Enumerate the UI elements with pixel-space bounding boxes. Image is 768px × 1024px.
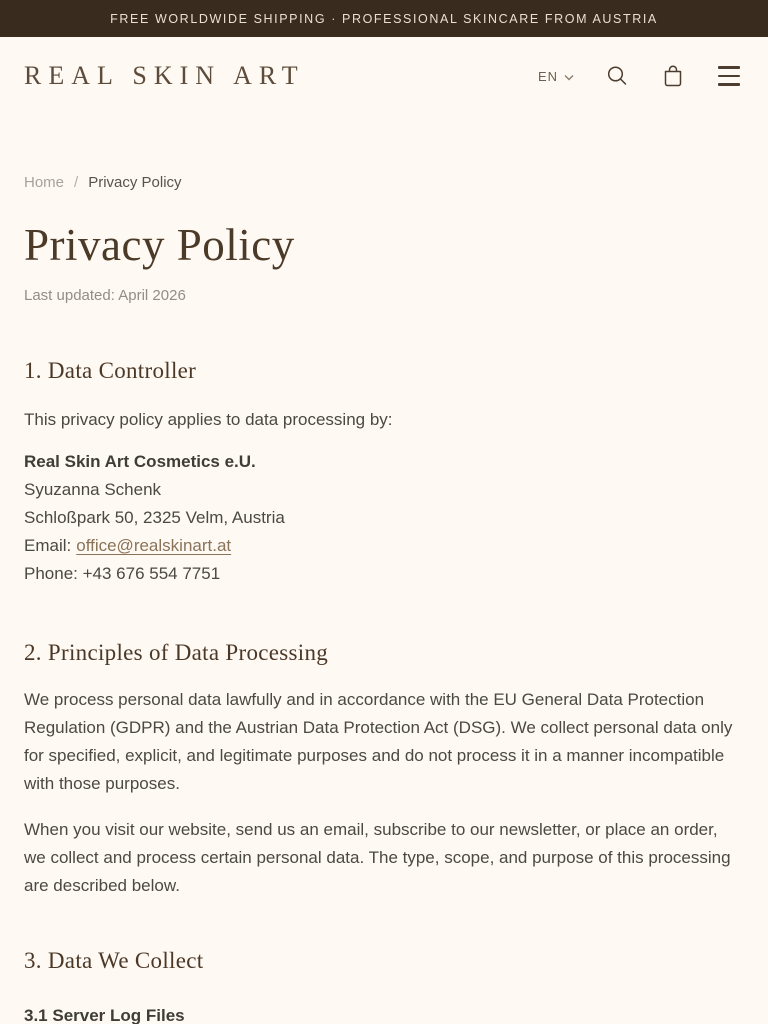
chevron-down-icon: [564, 69, 574, 84]
email-link[interactable]: office@realskinart.at: [76, 536, 232, 555]
section-heading: 1. Data Controller: [24, 358, 197, 383]
shopping-bag-icon: [662, 64, 684, 88]
last-updated: Last updated: April 2026: [24, 287, 186, 304]
breadcrumb-home-link[interactable]: Home: [24, 174, 65, 191]
section-heading: 2. Principles of Data Processing: [24, 640, 329, 665]
section-data-we-collect: [24, 946, 744, 1024]
cart-button[interactable]: [660, 63, 686, 89]
email-label: Email:: [24, 536, 72, 555]
page-title: Privacy Policy: [24, 220, 295, 270]
contact-address: Schloßpark 50, 2325 Velm, Austria: [24, 508, 285, 527]
hamburger-menu-icon: [718, 66, 740, 85]
search-icon: [606, 65, 628, 87]
header-actions: [538, 63, 742, 89]
section-intro: This privacy policy applies to data processing by:: [24, 410, 393, 429]
main-content: [0, 174, 768, 1024]
section-heading: 3. Data We Collect: [24, 948, 204, 973]
language-label: EN: [537, 68, 558, 84]
logo[interactable]: REAL SKIN ART: [24, 61, 305, 90]
announcement-text: FREE WORLDWIDE SHIPPING · PROFESSIONAL SKINCARE FROM AUSTRIA: [110, 11, 658, 26]
contact-person: Syuzanna Schenk: [24, 480, 162, 499]
breadcrumb-separator: /: [74, 174, 79, 191]
site-header: [0, 37, 768, 115]
search-button[interactable]: [604, 63, 630, 89]
subsection-heading: 3.1 Server Log Files: [24, 1006, 185, 1024]
contact-block: [24, 448, 744, 588]
menu-button[interactable]: [716, 63, 742, 89]
section-principles: [24, 638, 744, 900]
breadcrumb: [24, 174, 744, 191]
section-paragraph: When you visit our website, send us an email, subscribe to our newsletter, or place an order, we collect and process certain personal data. The type, scope, and purpose of this processing are described below.: [24, 820, 731, 895]
section-data-controller: [24, 356, 744, 588]
company-name: Real Skin Art Cosmetics e.U.: [24, 452, 256, 471]
contact-phone: Phone: +43 676 554 7751: [24, 564, 221, 583]
section-paragraph: We process personal data lawfully and in accordance with the EU General Data Protection Regulation (GDPR) and the Austrian Data Protection Act (DSG). We collect personal data only for specified, explicit, and legitimate purposes and do not process it in a manner incompatible with those purposes.: [24, 690, 733, 793]
language-selector[interactable]: [538, 69, 574, 84]
announcement-bar: [0, 0, 768, 37]
breadcrumb-current: Privacy Policy: [88, 174, 182, 191]
